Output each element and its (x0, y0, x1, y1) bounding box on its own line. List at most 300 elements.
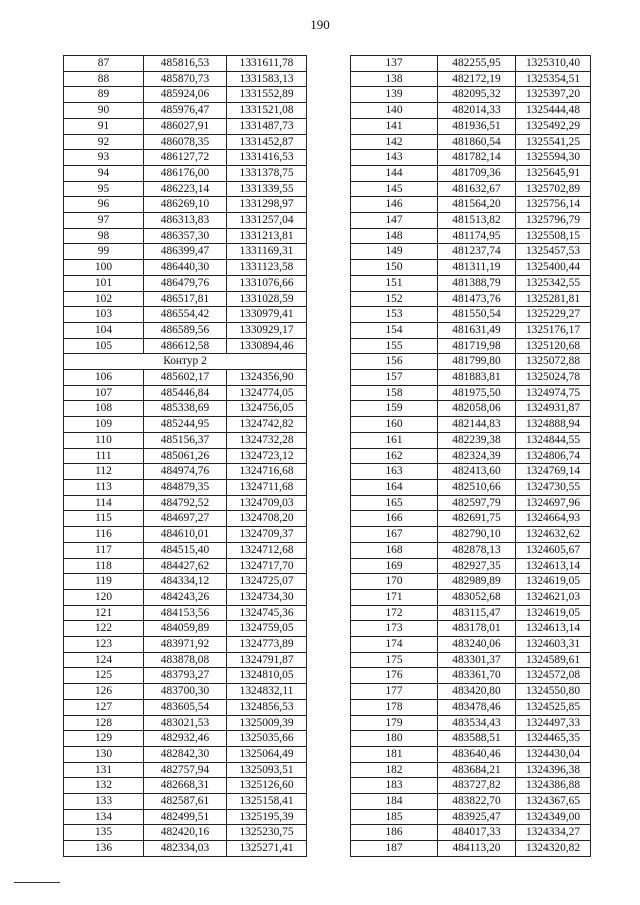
y-coordinate-cell: 1324742,82 (227, 417, 307, 433)
x-coordinate-cell: 482413,60 (438, 464, 516, 480)
point-number-cell: 170 (351, 574, 438, 590)
point-number-cell: 149 (351, 244, 438, 260)
point-number-cell: 124 (64, 652, 144, 668)
table-row (351, 684, 591, 700)
y-coordinate-cell: 1324697,96 (516, 495, 591, 511)
point-number-cell: 115 (64, 511, 144, 527)
x-coordinate-cell: 484427,62 (144, 558, 227, 574)
x-coordinate-cell: 486127,72 (144, 150, 227, 166)
x-coordinate-cell: 484879,35 (144, 479, 227, 495)
table-row (351, 809, 591, 825)
point-number-cell: 158 (351, 385, 438, 401)
table-row (64, 71, 307, 87)
x-coordinate-cell: 481883,81 (438, 370, 516, 386)
coordinates-table-left (63, 55, 307, 857)
page-number: 190 (310, 17, 330, 32)
y-coordinate-cell: 1324619,05 (516, 605, 591, 621)
y-coordinate-cell: 1331028,59 (227, 291, 307, 307)
y-coordinate-cell: 1325229,27 (516, 307, 591, 323)
y-coordinate-cell: 1325009,39 (227, 715, 307, 731)
y-coordinate-cell: 1331298,97 (227, 197, 307, 213)
point-number-cell: 150 (351, 260, 438, 276)
x-coordinate-cell: 484017,33 (438, 825, 516, 841)
y-coordinate-cell: 1330979,41 (227, 307, 307, 323)
x-coordinate-cell: 481513,82 (438, 213, 516, 229)
table-row (351, 589, 591, 605)
point-number-cell: 157 (351, 370, 438, 386)
point-number-cell: 123 (64, 637, 144, 653)
point-number-cell: 126 (64, 684, 144, 700)
x-coordinate-cell: 482499,51 (144, 809, 227, 825)
table-row (351, 841, 591, 857)
x-coordinate-cell: 483115,47 (438, 605, 516, 621)
y-coordinate-cell: 1324465,35 (516, 731, 591, 747)
x-coordinate-cell: 486176,00 (144, 165, 227, 181)
y-coordinate-cell: 1324664,93 (516, 511, 591, 527)
table-row (351, 464, 591, 480)
table-row (351, 181, 591, 197)
table-row (64, 746, 307, 762)
x-coordinate-cell: 482334,03 (144, 841, 227, 857)
y-coordinate-cell: 1324334,27 (516, 825, 591, 841)
x-coordinate-cell: 486589,56 (144, 322, 227, 338)
table-row (64, 87, 307, 103)
x-coordinate-cell: 482058,06 (438, 401, 516, 417)
table-row (64, 511, 307, 527)
y-coordinate-cell: 1324430,04 (516, 746, 591, 762)
x-coordinate-cell: 482239,38 (438, 432, 516, 448)
y-coordinate-cell: 1325457,53 (516, 244, 591, 260)
table-row (351, 401, 591, 417)
table-row (64, 825, 307, 841)
y-coordinate-cell: 1324712,68 (227, 542, 307, 558)
table-row (64, 307, 307, 323)
section-title: Контур 2 (64, 354, 307, 370)
point-number-cell: 93 (64, 150, 144, 166)
y-coordinate-cell: 1324832,11 (227, 684, 307, 700)
x-coordinate-cell: 483052,68 (438, 589, 516, 605)
point-number-cell: 111 (64, 448, 144, 464)
y-coordinate-cell: 1325796,79 (516, 213, 591, 229)
point-number-cell: 162 (351, 448, 438, 464)
point-number-cell: 103 (64, 307, 144, 323)
table-row (64, 150, 307, 166)
y-coordinate-cell: 1325195,39 (227, 809, 307, 825)
y-coordinate-cell: 1324717,70 (227, 558, 307, 574)
table-row (64, 809, 307, 825)
point-number-cell: 91 (64, 118, 144, 134)
y-coordinate-cell: 1325342,55 (516, 275, 591, 291)
table-row (351, 432, 591, 448)
table-row (351, 307, 591, 323)
point-number-cell: 152 (351, 291, 438, 307)
point-number-cell: 88 (64, 71, 144, 87)
y-coordinate-cell: 1324396,38 (516, 762, 591, 778)
point-number-cell: 141 (351, 118, 438, 134)
table-row (64, 464, 307, 480)
table-row (64, 495, 307, 511)
table-row (64, 542, 307, 558)
y-coordinate-cell: 1324525,85 (516, 699, 591, 715)
table-row (64, 56, 307, 72)
y-coordinate-cell: 1324349,00 (516, 809, 591, 825)
x-coordinate-cell: 481709,36 (438, 165, 516, 181)
table-row (351, 558, 591, 574)
table-row (64, 244, 307, 260)
point-number-cell: 137 (351, 56, 438, 72)
x-coordinate-cell: 485976,47 (144, 103, 227, 119)
y-coordinate-cell: 1325064,49 (227, 746, 307, 762)
x-coordinate-cell: 482691,75 (438, 511, 516, 527)
y-coordinate-cell: 1325126,60 (227, 778, 307, 794)
table-row (351, 275, 591, 291)
point-number-cell: 116 (64, 527, 144, 543)
table-row (64, 103, 307, 119)
table-row (64, 291, 307, 307)
table-row (351, 778, 591, 794)
x-coordinate-cell: 486357,30 (144, 228, 227, 244)
point-number-cell: 171 (351, 589, 438, 605)
table-row (351, 746, 591, 762)
x-coordinate-cell: 484610,01 (144, 527, 227, 543)
point-number-cell: 129 (64, 731, 144, 747)
point-number-cell: 127 (64, 699, 144, 715)
table-row (64, 197, 307, 213)
point-number-cell: 151 (351, 275, 438, 291)
point-number-cell: 101 (64, 275, 144, 291)
table-row (351, 605, 591, 621)
footnote-rule (14, 882, 60, 883)
table-row (351, 244, 591, 260)
point-number-cell: 172 (351, 605, 438, 621)
point-number-cell: 179 (351, 715, 438, 731)
point-number-cell: 105 (64, 338, 144, 354)
point-number-cell: 133 (64, 794, 144, 810)
table-row (351, 668, 591, 684)
x-coordinate-cell: 481632,67 (438, 181, 516, 197)
y-coordinate-cell: 1324806,74 (516, 448, 591, 464)
x-coordinate-cell: 482324,39 (438, 448, 516, 464)
table-row (64, 322, 307, 338)
x-coordinate-cell: 483793,27 (144, 668, 227, 684)
x-coordinate-cell: 481550,54 (438, 307, 516, 323)
y-coordinate-cell: 1324619,05 (516, 574, 591, 590)
point-number-cell: 89 (64, 87, 144, 103)
point-number-cell: 174 (351, 637, 438, 653)
y-coordinate-cell: 1324810,05 (227, 668, 307, 684)
y-coordinate-cell: 1324759,05 (227, 621, 307, 637)
y-coordinate-cell: 1324756,05 (227, 401, 307, 417)
table-row (351, 118, 591, 134)
table-row (351, 479, 591, 495)
point-number-cell: 167 (351, 527, 438, 543)
y-coordinate-cell: 1324709,03 (227, 495, 307, 511)
y-coordinate-cell: 1324716,68 (227, 464, 307, 480)
table-row (351, 731, 591, 747)
table-row (64, 275, 307, 291)
point-number-cell: 100 (64, 260, 144, 276)
x-coordinate-cell: 484792,52 (144, 495, 227, 511)
table-row (64, 228, 307, 244)
x-coordinate-cell: 483178,01 (438, 621, 516, 637)
table-row (64, 621, 307, 637)
y-coordinate-cell: 1324613,14 (516, 621, 591, 637)
y-coordinate-cell: 1325492,29 (516, 118, 591, 134)
table-row (64, 668, 307, 684)
point-number-cell: 121 (64, 605, 144, 621)
x-coordinate-cell: 482510,66 (438, 479, 516, 495)
y-coordinate-cell: 1324931,87 (516, 401, 591, 417)
table-row (64, 385, 307, 401)
y-coordinate-cell: 1331452,87 (227, 134, 307, 150)
y-coordinate-cell: 1331257,04 (227, 213, 307, 229)
x-coordinate-cell: 483822,70 (438, 794, 516, 810)
x-coordinate-cell: 485244,95 (144, 417, 227, 433)
point-number-cell: 183 (351, 778, 438, 794)
point-number-cell: 132 (64, 778, 144, 794)
y-coordinate-cell: 1325176,17 (516, 322, 591, 338)
table-row (351, 291, 591, 307)
y-coordinate-cell: 1325281,81 (516, 291, 591, 307)
y-coordinate-cell: 1324632,62 (516, 527, 591, 543)
point-number-cell: 128 (64, 715, 144, 731)
x-coordinate-cell: 481174,95 (438, 228, 516, 244)
y-coordinate-cell: 1325035,66 (227, 731, 307, 747)
x-coordinate-cell: 482757,94 (144, 762, 227, 778)
point-number-cell: 107 (64, 385, 144, 401)
y-coordinate-cell: 1325594,30 (516, 150, 591, 166)
point-number-cell: 119 (64, 574, 144, 590)
y-coordinate-cell: 1324386,88 (516, 778, 591, 794)
point-number-cell: 120 (64, 589, 144, 605)
section-header-row (64, 354, 307, 370)
point-number-cell: 122 (64, 621, 144, 637)
x-coordinate-cell: 481782,14 (438, 150, 516, 166)
x-coordinate-cell: 484515,40 (144, 542, 227, 558)
point-number-cell: 161 (351, 432, 438, 448)
y-coordinate-cell: 1324791,87 (227, 652, 307, 668)
x-coordinate-cell: 482597,79 (438, 495, 516, 511)
x-coordinate-cell: 482842,30 (144, 746, 227, 762)
table-row (351, 448, 591, 464)
point-number-cell: 136 (64, 841, 144, 857)
y-coordinate-cell: 1324589,61 (516, 652, 591, 668)
table-row (351, 715, 591, 731)
y-coordinate-cell: 1331552,89 (227, 87, 307, 103)
x-coordinate-cell: 485061,26 (144, 448, 227, 464)
table-row (64, 527, 307, 543)
table-row (64, 432, 307, 448)
y-coordinate-cell: 1324974,75 (516, 385, 591, 401)
table-row (64, 731, 307, 747)
point-number-cell: 143 (351, 150, 438, 166)
x-coordinate-cell: 484153,56 (144, 605, 227, 621)
y-coordinate-cell: 1325158,41 (227, 794, 307, 810)
y-coordinate-cell: 1324732,28 (227, 432, 307, 448)
table-row (64, 574, 307, 590)
y-coordinate-cell: 1325444,48 (516, 103, 591, 119)
point-number-cell: 90 (64, 103, 144, 119)
table-row (64, 589, 307, 605)
table-row (64, 448, 307, 464)
x-coordinate-cell: 486399,47 (144, 244, 227, 260)
table-row (351, 542, 591, 558)
y-coordinate-cell: 1324844,55 (516, 432, 591, 448)
x-coordinate-cell: 481631,49 (438, 322, 516, 338)
x-coordinate-cell: 486269,10 (144, 197, 227, 213)
x-coordinate-cell: 482668,31 (144, 778, 227, 794)
point-number-cell: 134 (64, 809, 144, 825)
y-coordinate-cell: 1324725,07 (227, 574, 307, 590)
x-coordinate-cell: 481936,51 (438, 118, 516, 134)
table-row (351, 699, 591, 715)
x-coordinate-cell: 483588,51 (438, 731, 516, 747)
y-coordinate-cell: 1325645,91 (516, 165, 591, 181)
table-row (351, 228, 591, 244)
point-number-cell: 104 (64, 322, 144, 338)
x-coordinate-cell: 483700,30 (144, 684, 227, 700)
x-coordinate-cell: 482927,35 (438, 558, 516, 574)
x-coordinate-cell: 483361,70 (438, 668, 516, 684)
table-row (351, 527, 591, 543)
x-coordinate-cell: 483478,46 (438, 699, 516, 715)
table-row (351, 213, 591, 229)
x-coordinate-cell: 481799,80 (438, 354, 516, 370)
point-number-cell: 164 (351, 479, 438, 495)
x-coordinate-cell: 481975,50 (438, 385, 516, 401)
table-row (351, 165, 591, 181)
point-number-cell: 166 (351, 511, 438, 527)
point-number-cell: 114 (64, 495, 144, 511)
y-coordinate-cell: 1325508,15 (516, 228, 591, 244)
x-coordinate-cell: 483878,08 (144, 652, 227, 668)
y-coordinate-cell: 1331416,53 (227, 150, 307, 166)
x-coordinate-cell: 481719,98 (438, 338, 516, 354)
point-number-cell: 142 (351, 134, 438, 150)
point-number-cell: 108 (64, 401, 144, 417)
x-coordinate-cell: 482144,83 (438, 417, 516, 433)
y-coordinate-cell: 1324769,14 (516, 464, 591, 480)
point-number-cell: 173 (351, 621, 438, 637)
table-row (64, 213, 307, 229)
point-number-cell: 160 (351, 417, 438, 433)
x-coordinate-cell: 481473,76 (438, 291, 516, 307)
x-coordinate-cell: 482014,33 (438, 103, 516, 119)
x-coordinate-cell: 482989,89 (438, 574, 516, 590)
table-row (351, 637, 591, 653)
x-coordinate-cell: 483240,06 (438, 637, 516, 653)
y-coordinate-cell: 1324613,14 (516, 558, 591, 574)
point-number-cell: 102 (64, 291, 144, 307)
x-coordinate-cell: 482420,16 (144, 825, 227, 841)
point-number-cell: 95 (64, 181, 144, 197)
y-coordinate-cell: 1324888,94 (516, 417, 591, 433)
x-coordinate-cell: 485816,53 (144, 56, 227, 72)
table-row (351, 338, 591, 354)
y-coordinate-cell: 1324734,30 (227, 589, 307, 605)
table-row (64, 401, 307, 417)
x-coordinate-cell: 484113,20 (438, 841, 516, 857)
table-row (351, 511, 591, 527)
y-coordinate-cell: 1325541,25 (516, 134, 591, 150)
x-coordinate-cell: 483420,80 (438, 684, 516, 700)
x-coordinate-cell: 482255,95 (438, 56, 516, 72)
x-coordinate-cell: 481237,74 (438, 244, 516, 260)
y-coordinate-cell: 1324773,89 (227, 637, 307, 653)
x-coordinate-cell: 486612,58 (144, 338, 227, 354)
y-coordinate-cell: 1325310,40 (516, 56, 591, 72)
y-coordinate-cell: 1330894,46 (227, 338, 307, 354)
x-coordinate-cell: 483301,37 (438, 652, 516, 668)
y-coordinate-cell: 1324367,65 (516, 794, 591, 810)
y-coordinate-cell: 1325024,78 (516, 370, 591, 386)
point-number-cell: 156 (351, 354, 438, 370)
table-row (64, 684, 307, 700)
x-coordinate-cell: 484697,27 (144, 511, 227, 527)
y-coordinate-cell: 1325354,51 (516, 71, 591, 87)
y-coordinate-cell: 1325400,44 (516, 260, 591, 276)
y-coordinate-cell: 1325230,75 (227, 825, 307, 841)
table-row (64, 841, 307, 857)
y-coordinate-cell: 1324572,08 (516, 668, 591, 684)
x-coordinate-cell: 483021,53 (144, 715, 227, 731)
x-coordinate-cell: 486027,91 (144, 118, 227, 134)
x-coordinate-cell: 485602,17 (144, 370, 227, 386)
x-coordinate-cell: 486078,35 (144, 134, 227, 150)
table-row (351, 134, 591, 150)
point-number-cell: 97 (64, 213, 144, 229)
point-number-cell: 125 (64, 668, 144, 684)
x-coordinate-cell: 482095,32 (438, 87, 516, 103)
y-coordinate-cell: 1325072,88 (516, 354, 591, 370)
point-number-cell: 159 (351, 401, 438, 417)
point-number-cell: 146 (351, 197, 438, 213)
table-row (351, 197, 591, 213)
table-row (351, 354, 591, 370)
table-row (351, 652, 591, 668)
point-number-cell: 187 (351, 841, 438, 857)
table-row (64, 118, 307, 134)
point-number-cell: 87 (64, 56, 144, 72)
point-number-cell: 139 (351, 87, 438, 103)
table-row (351, 260, 591, 276)
y-coordinate-cell: 1324856,53 (227, 699, 307, 715)
x-coordinate-cell: 483640,46 (438, 746, 516, 762)
y-coordinate-cell: 1331123,58 (227, 260, 307, 276)
y-coordinate-cell: 1324550,80 (516, 684, 591, 700)
point-number-cell: 176 (351, 668, 438, 684)
point-number-cell: 110 (64, 432, 144, 448)
point-number-cell: 145 (351, 181, 438, 197)
point-number-cell: 180 (351, 731, 438, 747)
table-row (64, 417, 307, 433)
y-coordinate-cell: 1331339,55 (227, 181, 307, 197)
x-coordinate-cell: 482587,61 (144, 794, 227, 810)
point-number-cell: 94 (64, 165, 144, 181)
point-number-cell: 154 (351, 322, 438, 338)
x-coordinate-cell: 481388,79 (438, 275, 516, 291)
point-number-cell: 169 (351, 558, 438, 574)
y-coordinate-cell: 1324745,36 (227, 605, 307, 621)
point-number-cell: 118 (64, 558, 144, 574)
y-coordinate-cell: 1331583,13 (227, 71, 307, 87)
point-number-cell: 147 (351, 213, 438, 229)
x-coordinate-cell: 486479,76 (144, 275, 227, 291)
table-row (351, 87, 591, 103)
y-coordinate-cell: 1325397,20 (516, 87, 591, 103)
x-coordinate-cell: 484243,26 (144, 589, 227, 605)
y-coordinate-cell: 1324497,33 (516, 715, 591, 731)
